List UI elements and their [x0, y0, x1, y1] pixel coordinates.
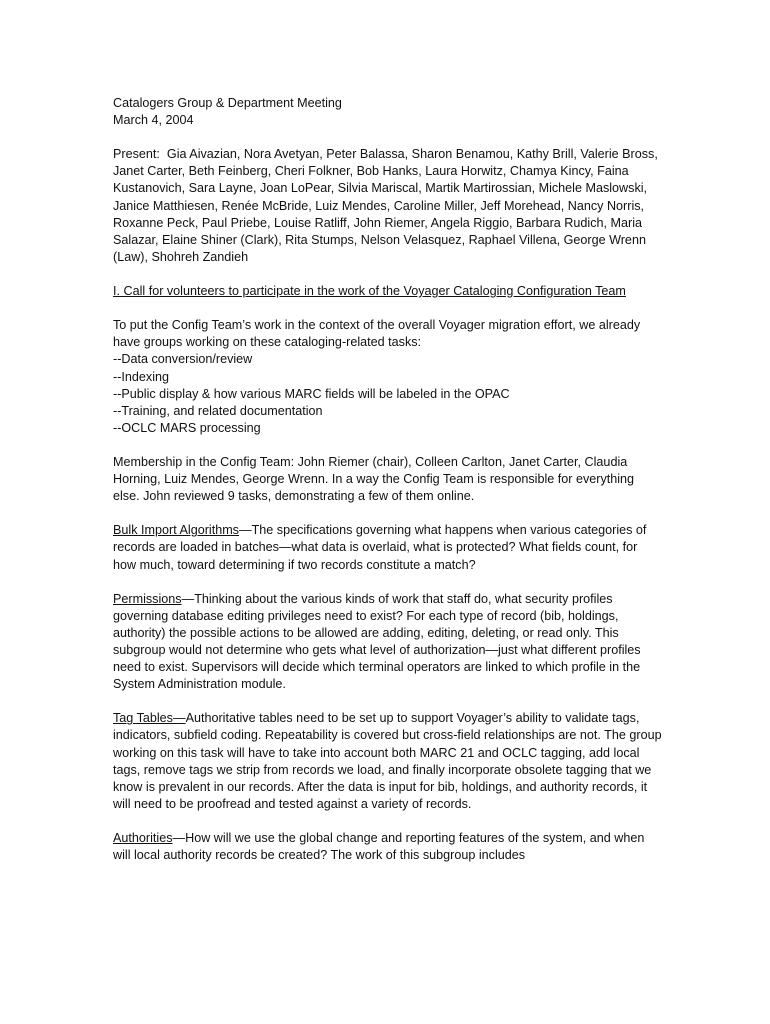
subgroup-term: Permissions [113, 591, 182, 606]
subgroup-bulk-import [113, 522, 663, 573]
meeting-title: Catalogers Group & Department Meeting [113, 96, 342, 110]
subgroup-text: —Thinking about the various kinds of work that staff do, what security profiles governing database editing privileges need to exist? For each type of record (bib, holdings, authority) the possible actions to be allowed are adding, editing, deleting, or read only. This subgroup would not determine who gets what level of authorization—just what different profiles need to exist. Supervisors will decide which terminal operators are linked to which profile in the System Administration module. [113, 591, 641, 692]
meeting-date: March 4, 2004 [113, 113, 194, 128]
task-item: --Public display & how various MARC fields will be labeled in the OPAC [113, 386, 510, 401]
section-heading: I. Call for volunteers to participate in the work of the Voyager Cataloging Configuration Team [113, 284, 626, 299]
context-intro: To put the Config Team’s work in the context of the overall Voyager migration effort, we already have groups working on these cataloging-related tasks: [113, 318, 641, 350]
subgroup-term: Bulk Import Algorithms [113, 523, 239, 538]
subgroup-permissions [113, 591, 663, 694]
task-item: --Data conversion/review [113, 352, 253, 367]
subgroup-term: Authorities [113, 831, 173, 846]
task-item: --Training, and related documentation [113, 403, 323, 418]
subgroup-text: —The specifications governing what happens when various categories of records are loaded in batches—what data is overlaid, what is protected? What fields count, for how much, toward determining if two records constitute a match? [113, 523, 647, 572]
subgroup-authorities [113, 830, 663, 864]
membership-paragraph: Membership in the Config Team: John Riemer (chair), Colleen Carlton, Janet Carter, Claudia Horning, Luiz Mendes, George Wrenn. In a way the Config Team is responsible for everything else. John reviewed 9 tasks, demonstrating a few of them online. [113, 454, 635, 504]
subgroup-text: —How will we use the global change and reporting features of the system, and when will local authority records be created? The work of this subgroup includes [113, 831, 645, 863]
present-label: Present: [113, 147, 160, 162]
document-page [113, 95, 663, 881]
subgroup-tag-tables [113, 710, 663, 813]
subgroup-text: Authoritative tables need to be set up to support Voyager’s ability to validate tags, indicators, subfield coding. Repeatability is covered but cross-field relationships are not. The group working on this task will have to take into account both MARC 21 and OCLC tagging, add local tags, remove tags we strip from records we load, and finally incorporate obsolete tagging that we know is prevalent in our records. After the data is input for bib, holdings, and authority records, it will need to be proofread and tested against a variety of records. [113, 711, 662, 811]
subgroup-term: Tag Tables— [113, 711, 186, 726]
meeting-header [113, 95, 663, 129]
config-team-context [113, 317, 663, 437]
task-item: --Indexing [113, 369, 170, 384]
task-item: --OCLC MARS processing [113, 420, 261, 435]
present-names: Gia Aivazian, Nora Avetyan, Peter Balassa, Sharon Benamou, Kathy Brill, Valerie Bross, Janet Carter, Beth Feinberg, Cheri Folkner, Bob Hanks, Laura Horwitz, Chamya Kincy, Faina Kustanovich, Sara Layne, Joan LoPear, Silvia Mariscal, Martik Martirossian, Michele Maslowski, Janice Matthiesen, Renée McBride, Luiz Mendes, Caroline Miller, Jeff Morehead, Nancy Norris, Roxanne Peck, Paul Priebe, Louise Ratliff, John Riemer, Angela Riggio, Barbara Rudich, Maria Salazar, Elaine Shiner (Clark), Rita Stumps, Nelson Velasquez, Raphael Villena, George Wrenn (Law), Shohreh Zandieh [113, 147, 658, 264]
attendees-paragraph [113, 146, 663, 266]
